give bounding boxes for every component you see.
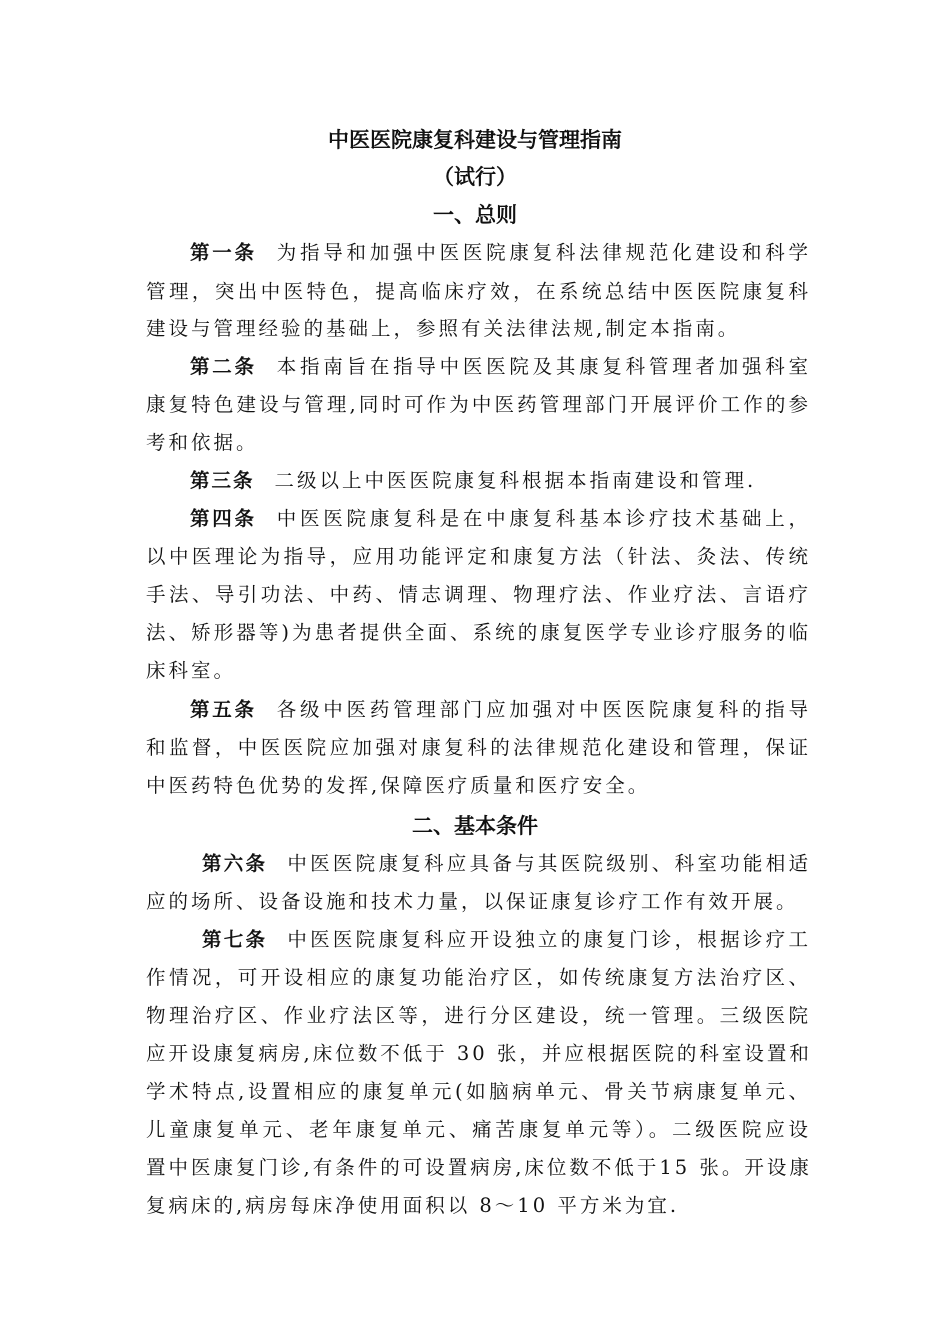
article-4-line-1: 第四条 中医医院康复科是在中康复科基本诊疗技术基础上， xyxy=(190,507,811,530)
article-4-line-3: 手法、导引功法、中药、情志调理、物理疗法、作业疗法、言语疗 xyxy=(146,583,811,606)
article-7-line-8: 复病床的,病房每床净使用面积以 8～10 平方米为宜. xyxy=(146,1194,680,1217)
article-7-line-7: 置中医康复门诊,有条件的可设置病房,床位数不低于15 张。开设康 xyxy=(146,1156,812,1179)
article-7-line-2: 作情况，可开设相应的康复功能治疗区，如传统康复方法治疗区、 xyxy=(146,966,811,989)
section-heading-basic-conditions: 二、基本条件 xyxy=(412,814,538,838)
article-2-line-3: 考和依据。 xyxy=(146,431,259,454)
article-3-line-1: 第三条 二级以上中医医院康复科根据本指南建设和管理. xyxy=(190,469,757,492)
article-1-line-3: 建设与管理经验的基础上，参照有关法律法规,制定本指南。 xyxy=(146,317,741,340)
article-5-line-3: 中医药特色优势的发挥,保障医疗质量和医疗安全。 xyxy=(146,774,651,797)
article-4-line-4: 法、矫形器等)为患者提供全面、系统的康复医学专业诊疗服务的临 xyxy=(146,621,811,644)
article-7-label: 第七条 xyxy=(202,928,268,951)
article-6-label: 第六条 xyxy=(202,852,268,875)
document-title: 中医医院康复科建设与管理指南 xyxy=(328,128,622,152)
article-1-label: 第一条 xyxy=(190,241,257,264)
article-5-line-1: 第五条 各级中医药管理部门应加强对中医医院康复科的指导 xyxy=(190,698,811,721)
article-3-label: 第三条 xyxy=(190,469,255,492)
article-4-line-2: 以中医理论为指导，应用功能评定和康复方法（针法、灸法、传统 xyxy=(146,545,811,568)
article-4-label: 第四条 xyxy=(190,507,257,530)
article-1-line-1: 第一条 为指导和加强中医医院康复科法律规范化建设和科学 xyxy=(190,241,811,264)
document-subtitle: （试行） xyxy=(433,165,517,189)
article-2-label: 第二条 xyxy=(190,355,257,378)
article-2-line-1: 第二条 本指南旨在指导中医医院及其康复科管理者加强科室 xyxy=(190,355,811,378)
article-7-line-1: 第七条 中医医院康复科应开设独立的康复门诊，根据诊疗工 xyxy=(202,928,811,951)
article-6-line-2: 应的场所、设备设施和技术力量，以保证康复诊疗工作有效开展。 xyxy=(146,890,799,913)
article-7-line-4: 应开设康复病房,床位数不低于 30 张，并应根据医院的科室设置和 xyxy=(146,1042,812,1065)
article-5-label: 第五条 xyxy=(190,698,257,721)
article-2-line-2: 康复特色建设与管理,同时可作为中医药管理部门开展评价工作的参 xyxy=(146,393,811,416)
article-6-line-1: 第六条 中医医院康复科应具备与其医院级别、科室功能相适 xyxy=(202,852,811,875)
article-7-line-5: 学术特点,设置相应的康复单元(如脑病单元、骨关节病康复单元、 xyxy=(146,1080,811,1103)
article-7-line-3: 物理治疗区、作业疗法区等，进行分区建设，统一管理。三级医院 xyxy=(146,1004,811,1027)
article-4-line-5: 床科室。 xyxy=(146,659,237,682)
article-5-line-2: 和监督，中医医院应加强对康复科的法律规范化建设和管理，保证 xyxy=(146,736,811,759)
article-1-line-2: 管理，突出中医特色，提高临床疗效，在系统总结中医医院康复科 xyxy=(146,280,811,303)
article-7-line-6: 儿童康复单元、老年康复单元、痛苦康复单元等）。二级医院应设 xyxy=(146,1118,811,1141)
section-heading-general: 一、总则 xyxy=(433,203,517,227)
